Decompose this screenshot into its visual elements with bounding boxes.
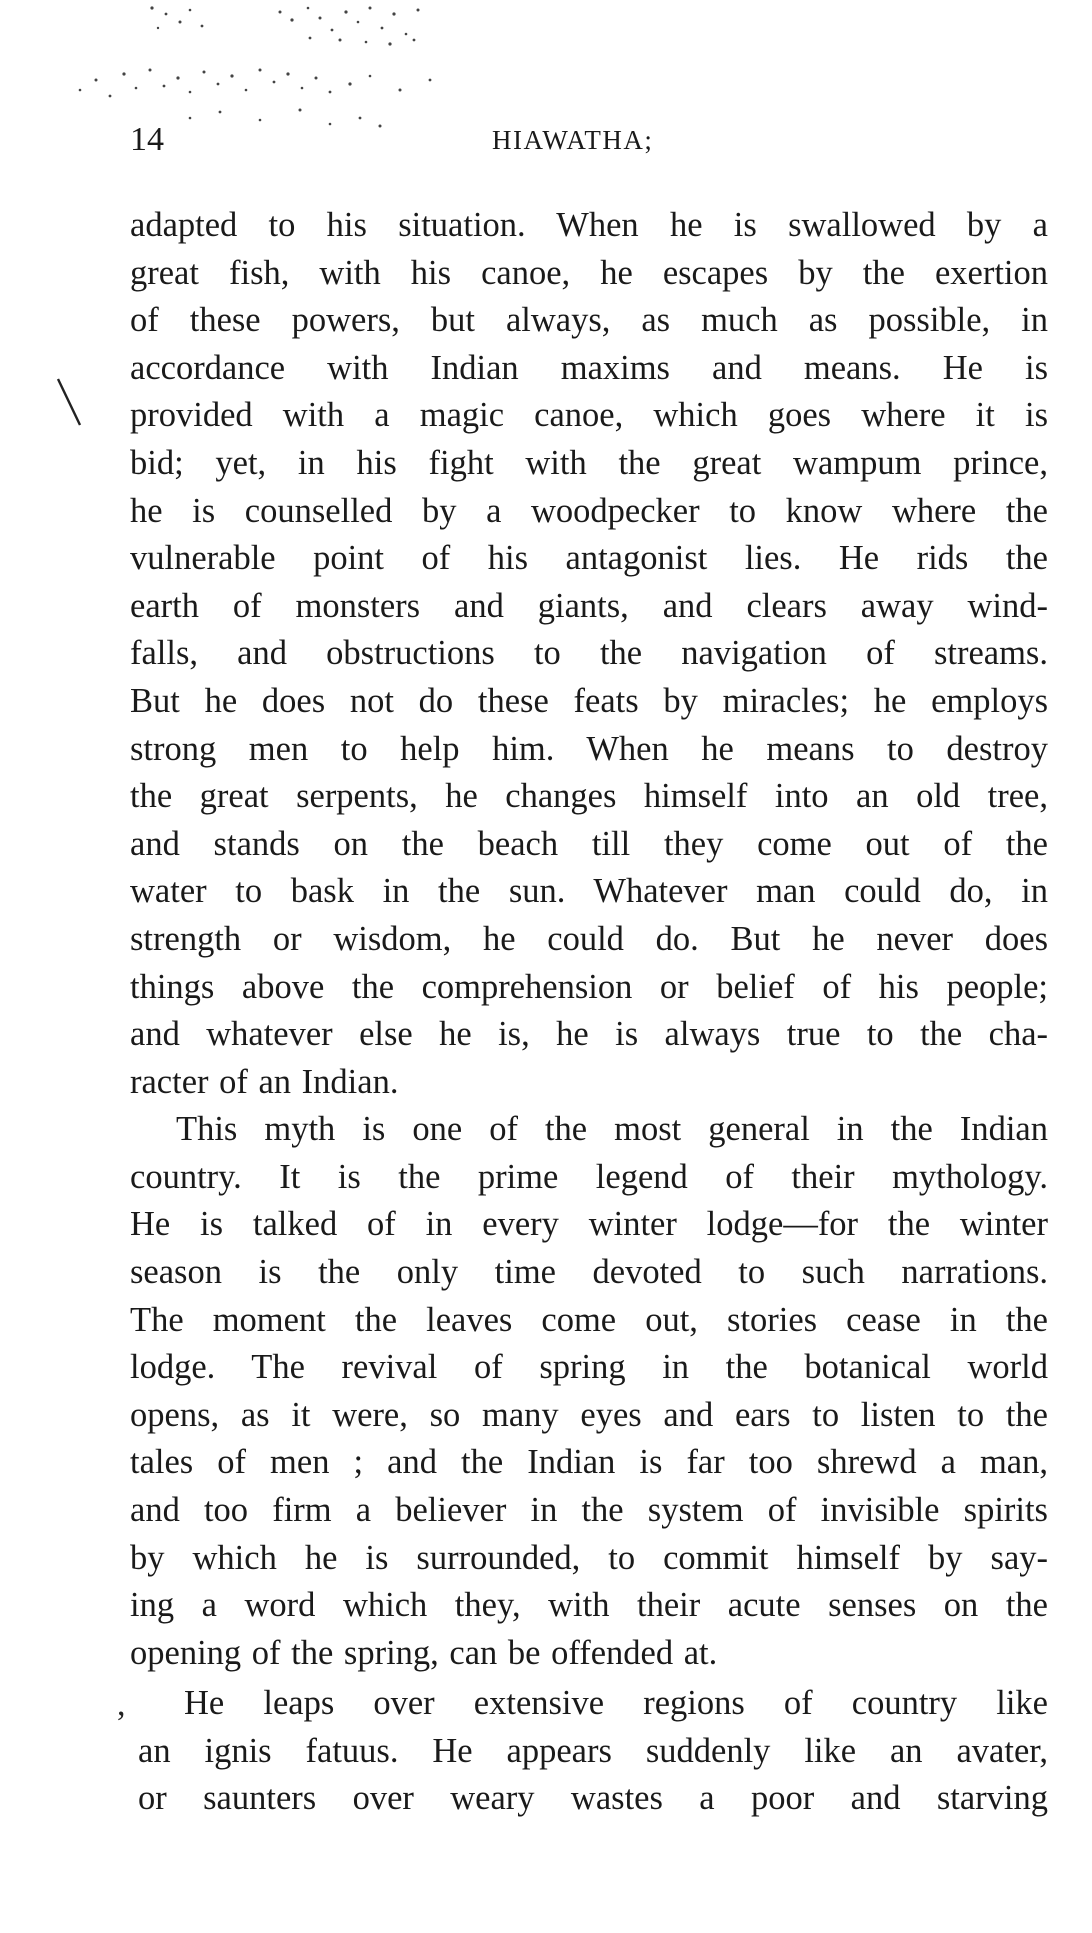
running-head: HIAWATHA; (492, 125, 654, 155)
text-line: He is talked of in every winter lodge—for the winter (130, 1205, 1048, 1244)
text-line: country. It is the prime legend of their mythology. (130, 1157, 1048, 1196)
text-line: vulnerable point of his antagonist lies. He rids the (130, 539, 1048, 578)
paragraph (130, 1106, 1048, 1677)
text-line: strength or wisdom, he could do. But he never does (130, 919, 1048, 958)
text-line: lodge. The revival of spring in the botanical world (130, 1348, 1048, 1387)
text-line: an ignis fatuus. He appears suddenly like an avater, (138, 1731, 1048, 1770)
page-header (130, 118, 960, 162)
text-line: falls, and obstructions to the navigation of streams. (130, 634, 1048, 673)
text-line: tales of men ; and the Indian is far too shrewd a man, (130, 1443, 1048, 1482)
text-line: He leaps over extensive regions of country like (184, 1684, 1048, 1722)
text-line: bid; yet, in his fight with the great wampum prince, (130, 443, 1048, 482)
text-line: provided with a magic canoe, which goes where it is (130, 396, 1048, 435)
text-line: he is counselled by a woodpecker to know where the (130, 491, 1048, 530)
text-line: ing a word which they, with their acute senses on the (130, 1586, 1048, 1625)
text-line: by which he is surrounded, to commit himself by say- (130, 1538, 1048, 1577)
text-line: the great serpents, he changes himself into an old tree, (130, 777, 1048, 816)
text-line: and whatever else he is, he is always true to the cha- (130, 1015, 1048, 1054)
text-line: of these powers, but always, as much as possible, in (130, 301, 1048, 340)
text-line: The moment the leaves come out, stories cease in the (130, 1300, 1048, 1339)
text-line: earth of monsters and giants, and clears away wind- (130, 586, 1048, 625)
text-line: opening of the spring, can be offended at. (130, 1633, 718, 1672)
body-text (130, 202, 1048, 1677)
text-line: things above the comprehension or belief of his people; (130, 967, 1048, 1006)
margin-slash-mark (54, 375, 84, 435)
text-line: This myth is one of the most general in the Indian (176, 1110, 1048, 1149)
text-line: strong men to help him. When he means to destroy (130, 729, 1048, 768)
text-line: season is the only time devoted to such narrations. (130, 1253, 1048, 1292)
paragraph (138, 1680, 1048, 1823)
text-line: water to bask in the sun. Whatever man could do, in (130, 872, 1048, 911)
paragraph (130, 202, 1048, 1106)
text-line: and stands on the beach till they come out of the (130, 824, 1048, 863)
margin-comma-mark: , (117, 1686, 126, 1723)
text-line: adapted to his situation. When he is swallowed by a (130, 206, 1048, 244)
text-line: accordance with Indian maxims and means. He is (130, 348, 1048, 387)
text-line: racter of an Indian. (130, 1062, 399, 1101)
text-line: opens, as it were, so many eyes and ears to listen to the (130, 1395, 1048, 1434)
text-line: and too firm a believer in the system of invisible spirits (130, 1491, 1048, 1530)
text-line: But he does not do these feats by miracles; he employs (130, 681, 1048, 720)
page-number: 14 (130, 121, 164, 158)
text-line: or saunters over weary wastes a poor and starving (138, 1779, 1048, 1818)
text-line: great fish, with his canoe, he escapes by the exertion (130, 253, 1048, 292)
